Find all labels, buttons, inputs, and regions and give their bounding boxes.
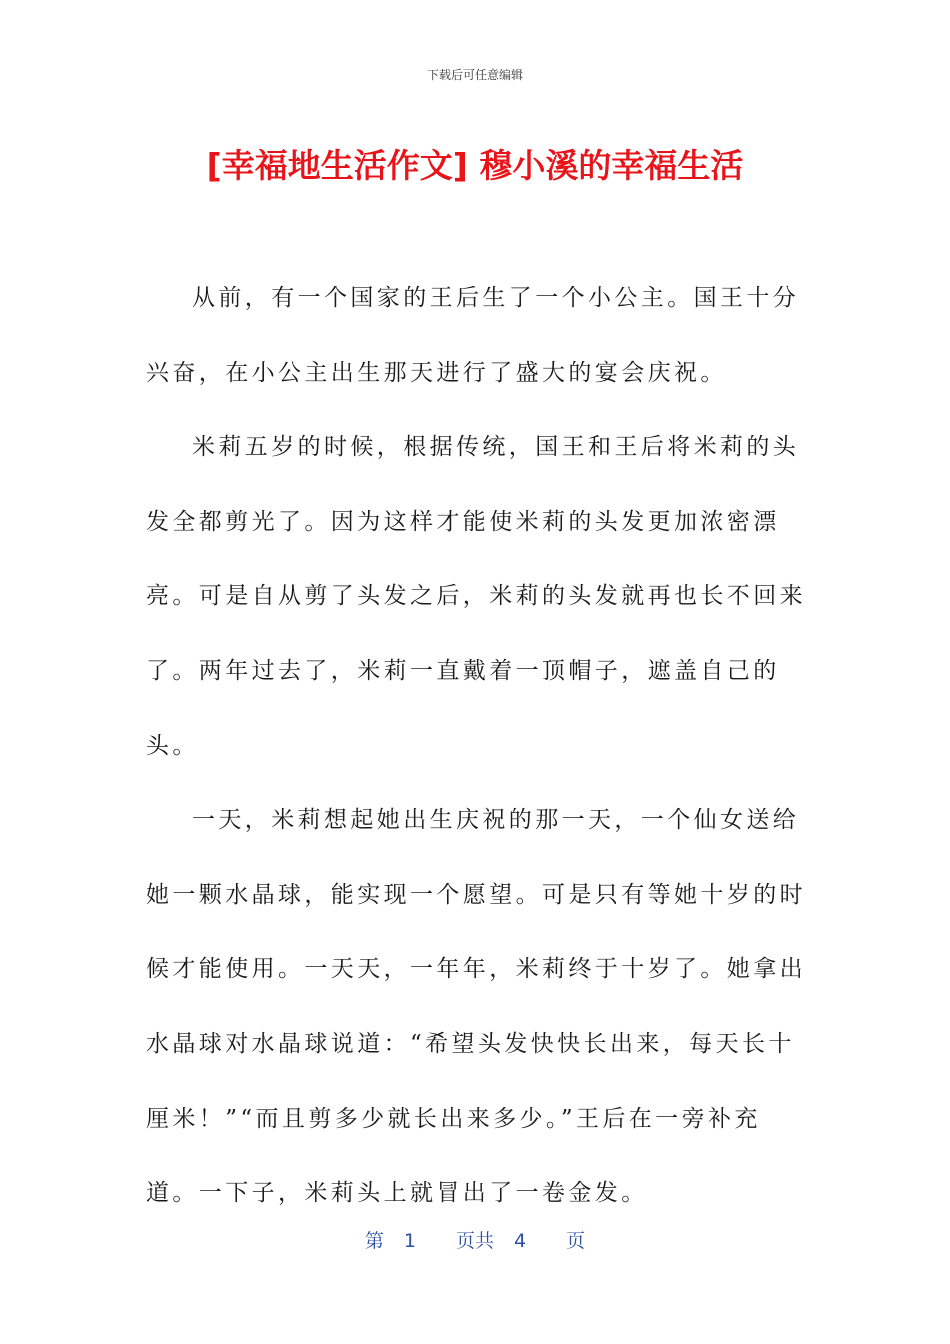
footer-total-pages: 4 (514, 1230, 527, 1252)
footer-current-page: 1 (403, 1230, 416, 1252)
page-header-note: 下载后可任意编辑 (426, 68, 523, 82)
page-footer (0, 1226, 950, 1253)
footer-suffix: 页 (566, 1230, 586, 1252)
footer-middle: 页共 (455, 1230, 494, 1252)
footer-prefix: 第 (364, 1230, 384, 1252)
document-title: [幸福地生活作文] 穆小溪的幸福生活 (206, 146, 744, 185)
paragraph: 从前，有一个国家的王后生了一个小公主。国王十分兴奋，在小公主出生那天进行了盛大的宴会庆祝。 (146, 285, 800, 386)
paragraph: 米莉五岁的时候，根据传统，国王和王后将米莉的头发全都剪光了。因为这样才能使米莉的头发更加浓密漂亮。可是自从剪了头发之后，米莉的头发就再也长不回来了。两年过去了，米莉一直戴着一顶帽子，遮盖自己的头。 (146, 434, 806, 759)
document-body (146, 261, 810, 1231)
paragraph: 一天，米莉想起她出生庆祝的那一天，一个仙女送给她一颗水晶球，能实现一个愿望。可是只有等她十岁的时候才能使用。一天天，一年年，米莉终于十岁了。她拿出水晶球对水晶球说道：“希望头发快快长出来，每天长十厘米！”“而且剪多少就长出来多少。”王后在一旁补充道。一下子，米莉头上就冒出了一卷金发。 (146, 807, 806, 1207)
